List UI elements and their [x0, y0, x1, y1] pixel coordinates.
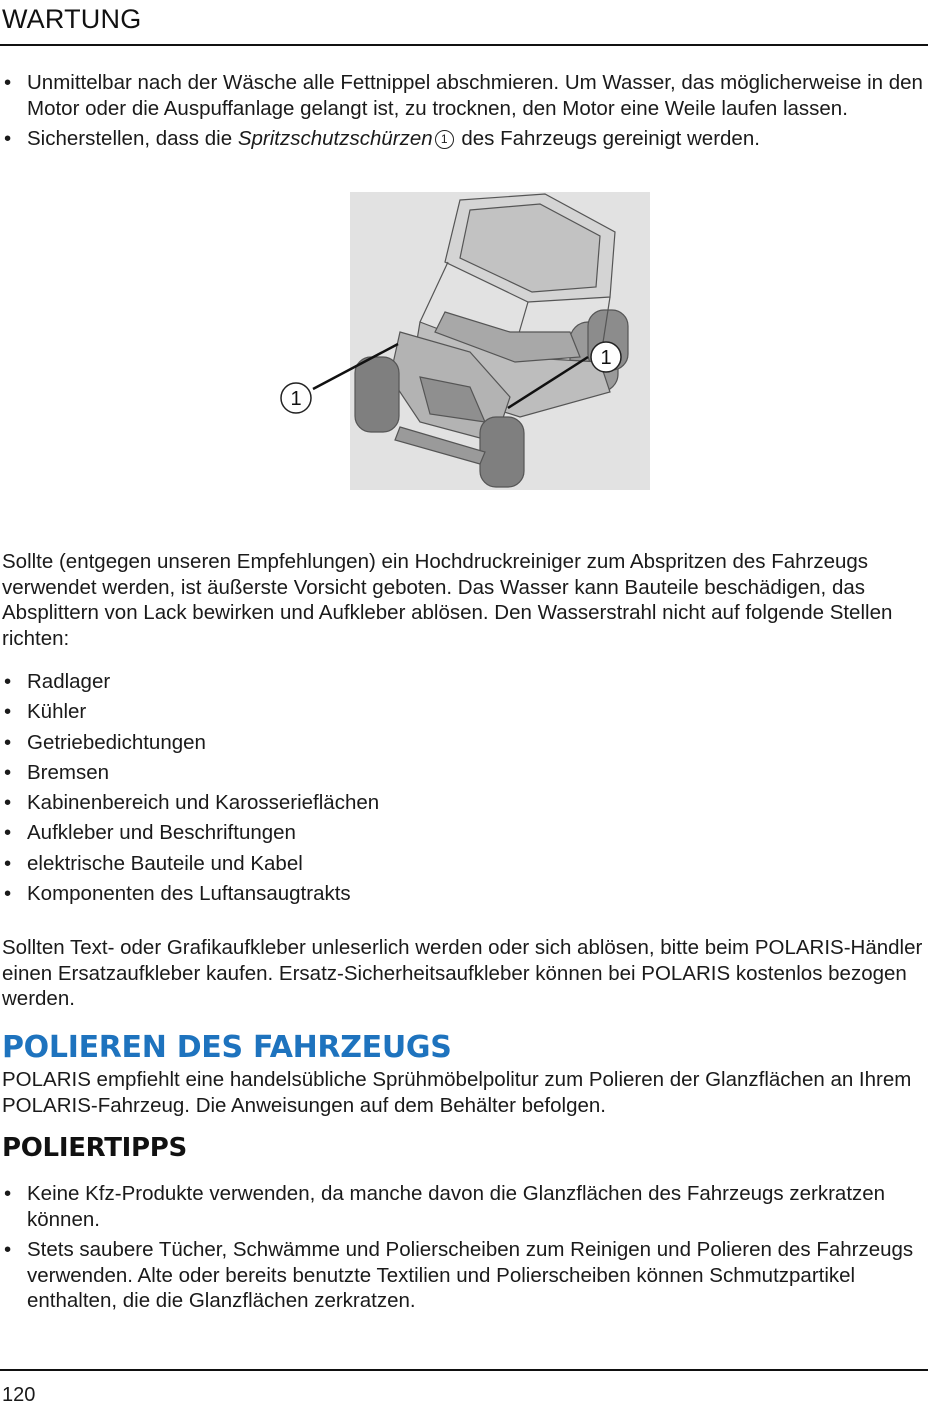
- intro-bullet-list: [4, 70, 924, 157]
- avoid-list-item: • Komponenten des Luftansaugtrakts: [4, 881, 924, 907]
- callout-marker: 1: [435, 130, 454, 149]
- vehicle-illustration: [270, 192, 650, 490]
- intro-bullet-item: [4, 126, 924, 152]
- avoid-list-item: • elektrische Bauteile und Kabel: [4, 851, 924, 877]
- tip-item: • Stets saubere Tücher, Schwämme und Polierscheiben zum Reinigen und Polieren des Fahrzeugs verwenden. Alte oder bereits benutzte Textilien und Polierscheiben können Schmutzpartikel enthalten, die die Glanzflächen zerkratzen.: [4, 1237, 924, 1314]
- footer-rule: [0, 1369, 928, 1371]
- polish-section-heading: POLIEREN DES FAHRZEUGS: [2, 1030, 452, 1065]
- avoid-list-item: • Kabinenbereich und Karosserieflächen: [4, 790, 924, 816]
- avoid-list-item: • Aufkleber und Beschriftungen: [4, 820, 924, 846]
- page-number: 120: [2, 1384, 36, 1406]
- tip-item: • Keine Kfz-Produkte verwenden, da manche davon die Glanzflächen des Fahrzeugs zerkratzen können.: [4, 1181, 924, 1232]
- avoid-list-item: • Getriebedichtungen: [4, 730, 924, 756]
- avoid-areas-list: [4, 669, 924, 911]
- term-spritzschutzschuerzen: Spritzschutzschürzen: [237, 127, 433, 150]
- avoid-list-item: • Radlager: [4, 669, 924, 695]
- polish-section-text: POLARIS empfiehlt eine handelsübliche Sprühmöbelpolitur zum Polieren der Glanzflächen an Ihrem POLARIS-Fahrzeug. Die Anweisungen auf dem Behälter befolgen.: [2, 1068, 912, 1117]
- avoid-list-item: • Kühler: [4, 699, 924, 725]
- bullet-text-after: des Fahrzeugs gereinigt werden.: [455, 127, 760, 150]
- pressure-washer-paragraph: Sollte (entgegen unseren Empfehlungen) ein Hochdruckreiniger zum Abspritzen des Fahrzeugs verwendet werden, ist äußerste Vorsicht geboten. Das Wasser kann Bauteile beschädigen, das Absplittern von Lack bewirken und Aufkleber ablösen. Den Wasserstrahl nicht auf folgende Stellen richten:: [2, 550, 893, 650]
- callout-label-right: 1: [600, 347, 612, 369]
- intro-bullet-item: • Unmittelbar nach der Wäsche alle Fettnippel abschmieren. Um Wasser, das möglicherweise in den Motor oder die Auspuffanlage gelangt ist, zu trocknen, den Motor eine Weile laufen lassen.: [4, 70, 924, 121]
- tips-section-heading: POLIERTIPPS: [2, 1133, 187, 1163]
- bullet-text-before: Sicherstellen, dass die: [27, 127, 238, 150]
- header-rule: [0, 44, 928, 46]
- avoid-list-item: • Bremsen: [4, 760, 924, 786]
- tips-bullet-list: [4, 1181, 924, 1319]
- section-header-title: WARTUNG: [2, 4, 142, 34]
- callout-label-left: 1: [290, 388, 302, 410]
- decal-paragraph: Sollten Text- oder Grafikaufkleber unleserlich werden oder sich ablösen, bitte beim POLARIS-Händler einen Ersatzaufkleber kaufen. Ersatz-Sicherheitsaufkleber können bei POLARIS kostenlos bezogen werden.: [2, 936, 923, 1010]
